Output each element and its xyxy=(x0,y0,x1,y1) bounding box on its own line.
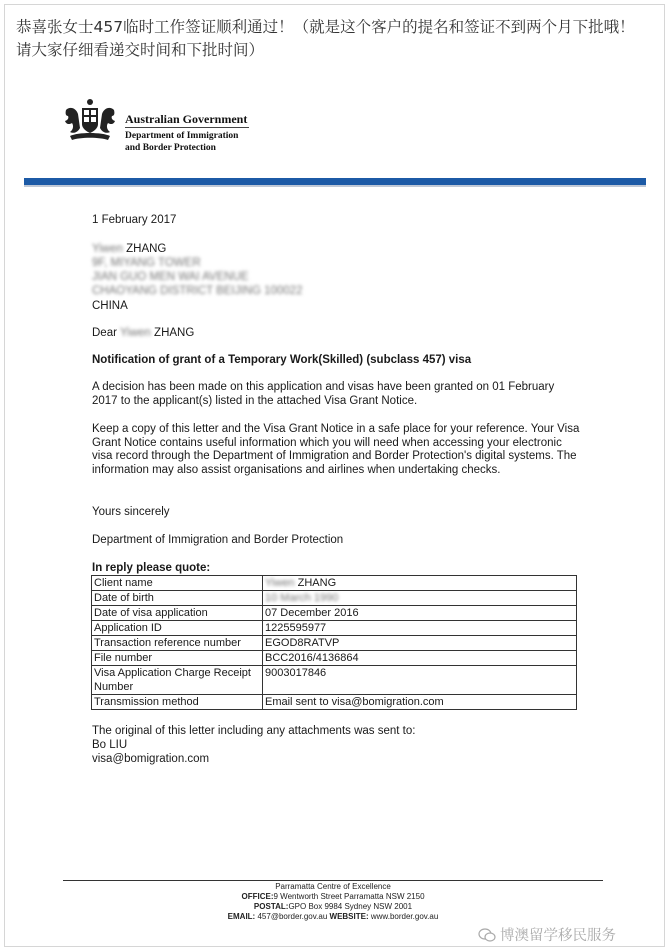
table-key: Transmission method xyxy=(92,695,263,710)
header-blue-bar xyxy=(24,178,646,185)
value-text: ZHANG xyxy=(297,577,337,589)
value-text: 1225595977 xyxy=(265,622,327,634)
quote-heading: In reply please quote: xyxy=(92,562,211,574)
value-text: 9003017846 xyxy=(265,667,327,679)
table-value xyxy=(263,576,577,591)
addressee-name: Yiwen ZHANG xyxy=(92,243,167,255)
table-row xyxy=(92,695,577,710)
closing: Yours sincerely xyxy=(92,506,170,518)
dept-name: Department of Immigration and Border Protection xyxy=(125,131,239,153)
letter-date: 1 February 2017 xyxy=(92,214,177,226)
address-line-3: CHAOYANG DISTRICT BEIJING 100022 xyxy=(92,285,303,297)
letter-subject: Notification of grant of a Temporary Work(Skilled) (subclass 457) visa xyxy=(92,354,472,366)
table-key: Client name xyxy=(92,576,263,591)
redacted-text: Yiwen xyxy=(265,577,295,589)
address-line-2: JIAN GUO MEN WAI AVENUE xyxy=(92,271,249,283)
table-key: Visa Application Charge Receipt Number xyxy=(92,666,263,695)
value-text: 07 December 2016 xyxy=(265,607,359,619)
header-grey-bar xyxy=(24,185,646,187)
letter-footer: Parramatta Centre of Excellence OFFICE:9 Wentworth Street Parramatta NSW 2150 POSTAL:GPO Box 9984 Sydney NSW 2001 EMAIL: 457@border.gov.au WEBSITE: www.border.gov.au xyxy=(227,882,439,921)
table-value xyxy=(263,695,577,710)
redacted-text: 10 March 1990 xyxy=(265,592,339,604)
table-row xyxy=(92,636,577,651)
table-key: Transaction reference number xyxy=(92,636,263,651)
recipient-email: visa@bomigration.com xyxy=(92,753,210,765)
recipient-name: Bo LIU xyxy=(92,739,128,751)
salutation: Dear Yiwen ZHANG xyxy=(92,327,195,339)
value-text: EGOD8RATVP xyxy=(265,637,340,649)
table-key: Date of birth xyxy=(92,591,263,606)
watermark: 博澳留学移民服务 xyxy=(478,924,616,945)
signatory: Department of Immigration and Border Protection xyxy=(92,534,344,546)
table-value xyxy=(263,591,577,606)
table-row xyxy=(92,606,577,621)
table-row xyxy=(92,666,577,695)
table-value xyxy=(263,621,577,636)
table-value xyxy=(263,666,577,695)
footer-rule xyxy=(63,880,603,881)
paragraph-1: A decision has been made on this application and visas have been granted on 01 February 2017 to the applicant(s) listed in the attached Visa Grant Notice. xyxy=(92,381,555,407)
table-row xyxy=(92,621,577,636)
wechat-icon xyxy=(478,928,496,942)
table-row xyxy=(92,651,577,666)
table-key: File number xyxy=(92,651,263,666)
table-value xyxy=(263,636,577,651)
table-value xyxy=(263,651,577,666)
original-note: The original of this letter including any attachments was sent to: xyxy=(92,725,416,737)
post-caption: 恭喜张女士457临时工作签证顺利通过！（就是这个客户的提名和签证不到两个月下批哦！请大家仔细看递交时间和下批时间） xyxy=(16,18,635,59)
value-text: Email sent to visa@bomigration.com xyxy=(265,696,444,708)
address-country: CHINA xyxy=(92,300,128,312)
table-row xyxy=(92,591,577,606)
address-line-1: 9F, MIYANG TOWER xyxy=(92,257,201,269)
table-row xyxy=(92,576,577,591)
table-key: Date of visa application xyxy=(92,606,263,621)
paragraph-2: Keep a copy of this letter and the Visa Grant Notice in a safe place for your reference. Your Visa Grant Notice contains useful information which you will need when accessing your electronic visa record through the Department of Immigration and Border Protection's digital systems. The information may also assist organisations and airlines when undertaking checks. xyxy=(92,423,580,476)
gov-title: Australian Government xyxy=(125,112,248,126)
table-value xyxy=(263,606,577,621)
coat-of-arms-icon xyxy=(60,98,120,144)
header-rule xyxy=(125,127,249,128)
reference-table xyxy=(91,575,577,710)
value-text: BCC2016/4136864 xyxy=(265,652,359,664)
table-key: Application ID xyxy=(92,621,263,636)
